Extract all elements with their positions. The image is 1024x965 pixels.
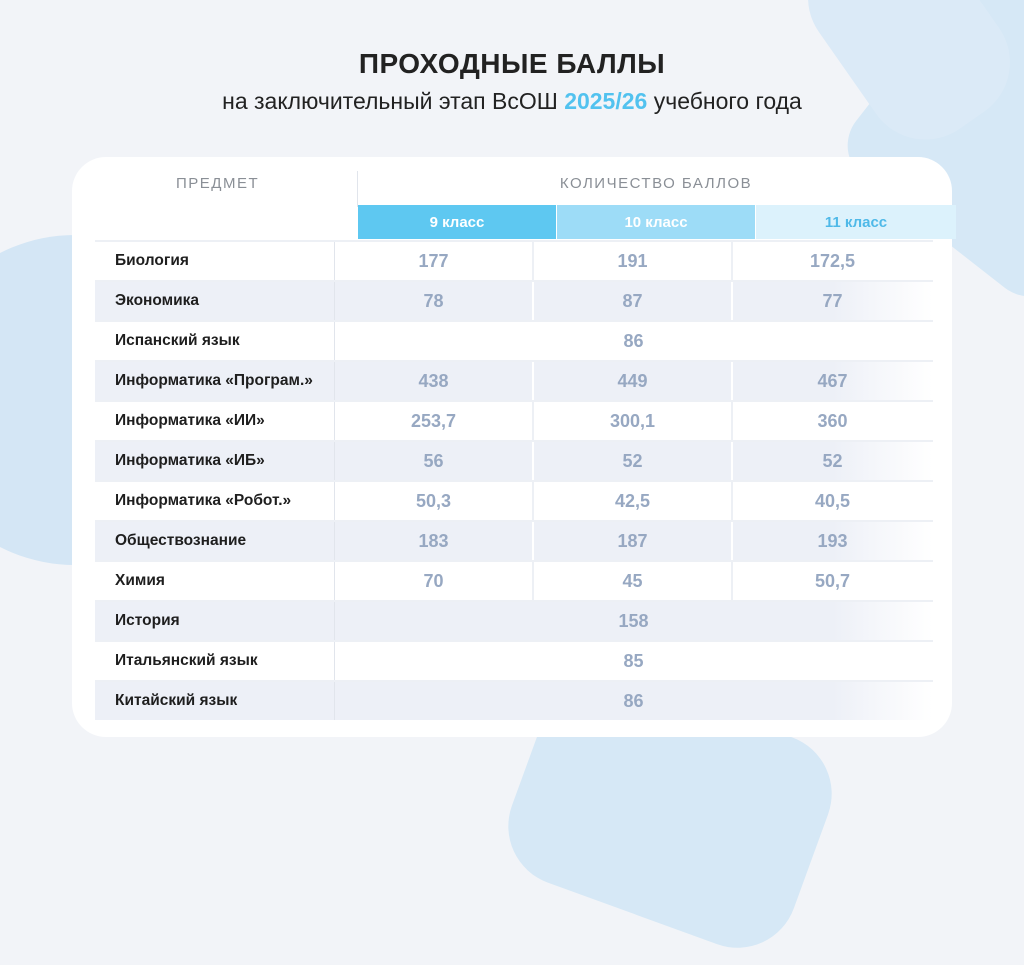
subject-column-header: ПРЕДМЕТ (176, 175, 260, 192)
score-value-all-grades: 85 (623, 650, 644, 671)
score-value-grade-9: 438 (335, 362, 534, 400)
score-value-grade-10: 87 (534, 282, 733, 320)
score-value-grade-10: 300,1 (534, 402, 733, 440)
table-row (95, 680, 933, 720)
score-value-grade-11: 172,5 (809, 250, 856, 271)
table-row (95, 440, 933, 480)
score-value-grade-11: 193 (817, 530, 848, 551)
score-value-grade-11: 467 (817, 370, 848, 391)
grade-9-header: 9 класс (358, 205, 556, 239)
subject-name: Биология (95, 242, 335, 280)
table-row (95, 640, 933, 680)
score-value-grade-11: 50,7 (814, 570, 851, 591)
table-row (95, 520, 933, 560)
score-value-grade-9: 50,3 (335, 482, 534, 520)
score-value-grade-10: 52 (534, 442, 733, 480)
score-value-grade-9: 78 (335, 282, 534, 320)
subject-name: Информатика «Програм.» (95, 362, 335, 400)
scores-column-header: КОЛИЧЕСТВО БАЛЛОВ (559, 175, 753, 192)
table-row (95, 600, 933, 640)
subject-name: Информатика «Робот.» (95, 482, 335, 520)
score-value-grade-9: 177 (335, 242, 534, 280)
page-title: ПРОХОДНЫЕ БАЛЛЫ (358, 48, 666, 79)
score-value-grade-10: 187 (534, 522, 733, 560)
subtitle-text-end: учебного года (647, 88, 802, 114)
score-value-grade-9: 253,7 (335, 402, 534, 440)
subject-name: Экономика (95, 282, 335, 320)
score-value-grade-9: 70 (335, 562, 534, 600)
subject-name: Испанский язык (95, 322, 335, 360)
page-subtitle (0, 88, 1024, 115)
subject-name: Итальянский язык (95, 642, 335, 680)
grade-11-header: 11 класс (756, 205, 956, 239)
score-value-grade-11: 360 (817, 410, 848, 431)
subject-name: Информатика «ИБ» (95, 442, 335, 480)
subject-name: Информатика «ИИ» (95, 402, 335, 440)
subject-name: Химия (95, 562, 335, 600)
score-value-grade-9: 56 (335, 442, 534, 480)
score-value-grade-11: 40,5 (814, 490, 851, 511)
school-year: 2025/26 (564, 88, 648, 114)
score-value-grade-10: 449 (534, 362, 733, 400)
subject-name: История (95, 602, 335, 640)
score-value-grade-10: 45 (534, 562, 733, 600)
table-row (95, 280, 933, 320)
score-value-grade-11: 52 (822, 450, 843, 471)
subtitle-text: на заключительный этап ВсОШ (222, 88, 565, 114)
table-row (95, 560, 933, 600)
grade-10-header: 10 класс (557, 205, 755, 239)
score-value-all-grades: 86 (623, 690, 644, 711)
score-value-grade-10: 191 (534, 242, 733, 280)
score-value-all-grades: 158 (618, 610, 649, 631)
subject-name: Китайский язык (95, 682, 335, 720)
score-value-grade-9: 183 (335, 522, 534, 560)
table-row (95, 240, 933, 280)
scores-card (72, 157, 952, 737)
table-row (95, 400, 933, 440)
table-row (95, 320, 933, 360)
table-row (95, 480, 933, 520)
score-value-grade-10: 42,5 (534, 482, 733, 520)
table-row (95, 360, 933, 400)
scores-table (95, 240, 933, 720)
subject-name: Обществознание (95, 522, 335, 560)
score-value-all-grades: 86 (623, 330, 644, 351)
score-value-grade-11: 77 (822, 290, 843, 311)
